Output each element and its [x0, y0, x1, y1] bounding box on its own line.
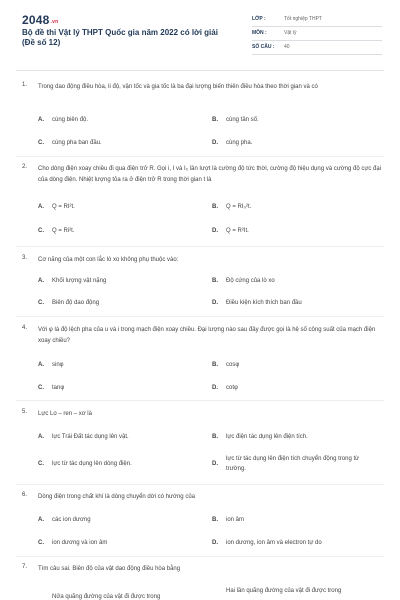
option-text: cùng biên độ. — [52, 117, 89, 123]
question-separator — [16, 156, 384, 157]
option-text: các ion dương — [52, 517, 91, 523]
question-number: 3. — [22, 255, 28, 261]
option-text: Hai lần quãng đường của vật đi được trong — [226, 588, 342, 594]
option-text: lực từ tác dụng lên điện tích chuyển động trong từ trường. — [226, 456, 360, 472]
option-letter: A. — [38, 278, 44, 284]
document-header — [0, 0, 400, 64]
meta-row-class — [252, 13, 382, 27]
meta-row-subject — [252, 27, 382, 41]
document-title: Bộ đề thi Vật lý THPT Quốc gia năm 2022 có lời giải (Đề số 12) — [22, 28, 218, 47]
option-letter: A. — [38, 434, 44, 440]
option-letter: D. — [212, 228, 218, 234]
question-separator — [16, 484, 384, 485]
option-text: Q = RI²t. — [52, 204, 75, 210]
meta-key: SỐ CÂU : — [252, 44, 275, 50]
logo-main: 2048 — [22, 13, 50, 27]
option-letter: D. — [212, 140, 218, 146]
option-text: ion dương, ion âm và electron tự do — [226, 540, 322, 546]
option-text: Q = RI₀²t. — [226, 204, 252, 210]
question-separator — [16, 556, 384, 557]
option-text: lực từ tác dụng lên dòng điện. — [52, 461, 132, 467]
meta-value: 40 — [284, 44, 290, 50]
option-text: lực điện tác dụng lên điện tích. — [226, 434, 308, 440]
option-text: Điều kiện kích thích ban đầu — [226, 300, 302, 306]
header-divider — [16, 70, 384, 71]
option-text: Q = Ri²t. — [52, 228, 75, 234]
document-meta — [252, 13, 382, 55]
meta-value: Tốt nghiệp THPT — [284, 16, 322, 22]
option-letter: D. — [212, 385, 218, 391]
option-text: sinφ — [52, 362, 64, 368]
logo-suffix: .vn — [50, 19, 59, 25]
question-separator — [16, 246, 384, 247]
option-text: ion âm — [226, 517, 245, 523]
option-text: cùng pha ban đầu. — [52, 140, 102, 146]
meta-key: LỚP : — [252, 16, 266, 22]
meta-value: Vật lý — [284, 30, 297, 36]
option-text: tanφ — [52, 385, 65, 391]
question-text: Cho dòng điện xoay chiều đi qua điện trở R. Gọi i, I và I₀ lần lượt là cường độ tức thời, cường độ hiệu dụng và cường độ cực đại của dòng điện. Nhiệt lượng tỏa ra ở điện trở R trong thời gian t là — [38, 166, 382, 183]
option-letter: B. — [212, 362, 218, 368]
option-letter: B. — [212, 517, 218, 523]
question-number: 7. — [22, 564, 28, 570]
meta-row-question-count — [252, 41, 382, 55]
question-text: Lực Lo – ren – xơ là — [38, 411, 92, 417]
option-text: cùng pha. — [226, 140, 253, 146]
option-letter: A. — [38, 362, 44, 368]
option-letter: A. — [38, 517, 44, 523]
option-letter: C. — [38, 461, 44, 467]
option-letter: D. — [212, 461, 218, 467]
option-text: Q = R²It. — [226, 228, 249, 234]
question-number: 5. — [22, 409, 28, 415]
option-letter: C. — [38, 228, 44, 234]
option-text: cosφ — [226, 362, 240, 368]
option-text: Khối lượng vật nặng — [52, 278, 107, 284]
option-text: lực Trái Đất tác dụng lên vật. — [52, 434, 129, 440]
option-text: Biên độ dao động — [52, 300, 100, 306]
option-letter: A. — [38, 204, 44, 210]
question-separator — [16, 316, 384, 317]
option-letter: C. — [38, 300, 44, 306]
option-letter: C. — [38, 540, 44, 546]
question-text: Cơ năng của một con lắc lò xo không phụ thuộc vào: — [38, 257, 179, 263]
question-number: 2. — [22, 164, 28, 170]
site-logo[interactable] — [22, 13, 58, 27]
option-letter: D. — [212, 540, 218, 546]
option-letter: C. — [38, 385, 44, 391]
option-letter: B. — [212, 204, 218, 210]
question-text: Dòng điện trong chất khí là dòng chuyển dời có hướng của — [38, 494, 195, 500]
option-text: Độ cứng của lò xo — [226, 278, 275, 284]
question-text: Trong dao động điều hòa, li độ, vận tốc và gia tốc là ba đại lượng biến thiên điều hòa theo thời gian và có — [38, 84, 318, 90]
option-letter: A. — [38, 117, 44, 123]
option-letter: C. — [38, 140, 44, 146]
question-number: 1. — [22, 82, 28, 88]
option-letter: B. — [212, 117, 218, 123]
question-text: Tìm câu sai. Biên độ của vật dao động điều hòa bằng — [38, 566, 181, 572]
option-text: cotφ — [226, 385, 238, 391]
option-text: ion dương và ion âm — [52, 540, 108, 546]
option-text: cùng tần số. — [226, 117, 259, 123]
meta-key: MÔN : — [252, 30, 267, 36]
question-number: 6. — [22, 492, 28, 498]
option-letter: B. — [212, 278, 218, 284]
option-letter: B. — [212, 434, 218, 440]
option-text: Nửa quãng đường của vật đi được trong — [52, 594, 161, 600]
question-number: 4. — [22, 325, 28, 331]
option-letter: D. — [212, 300, 218, 306]
question-text: Với φ là độ lệch pha của u và i trong mạch điện xoay chiều. Đại lượng nào sau đây được gọi là hệ số công suất của mạch điện xoay chiều? — [38, 327, 376, 344]
question-separator — [16, 400, 384, 401]
